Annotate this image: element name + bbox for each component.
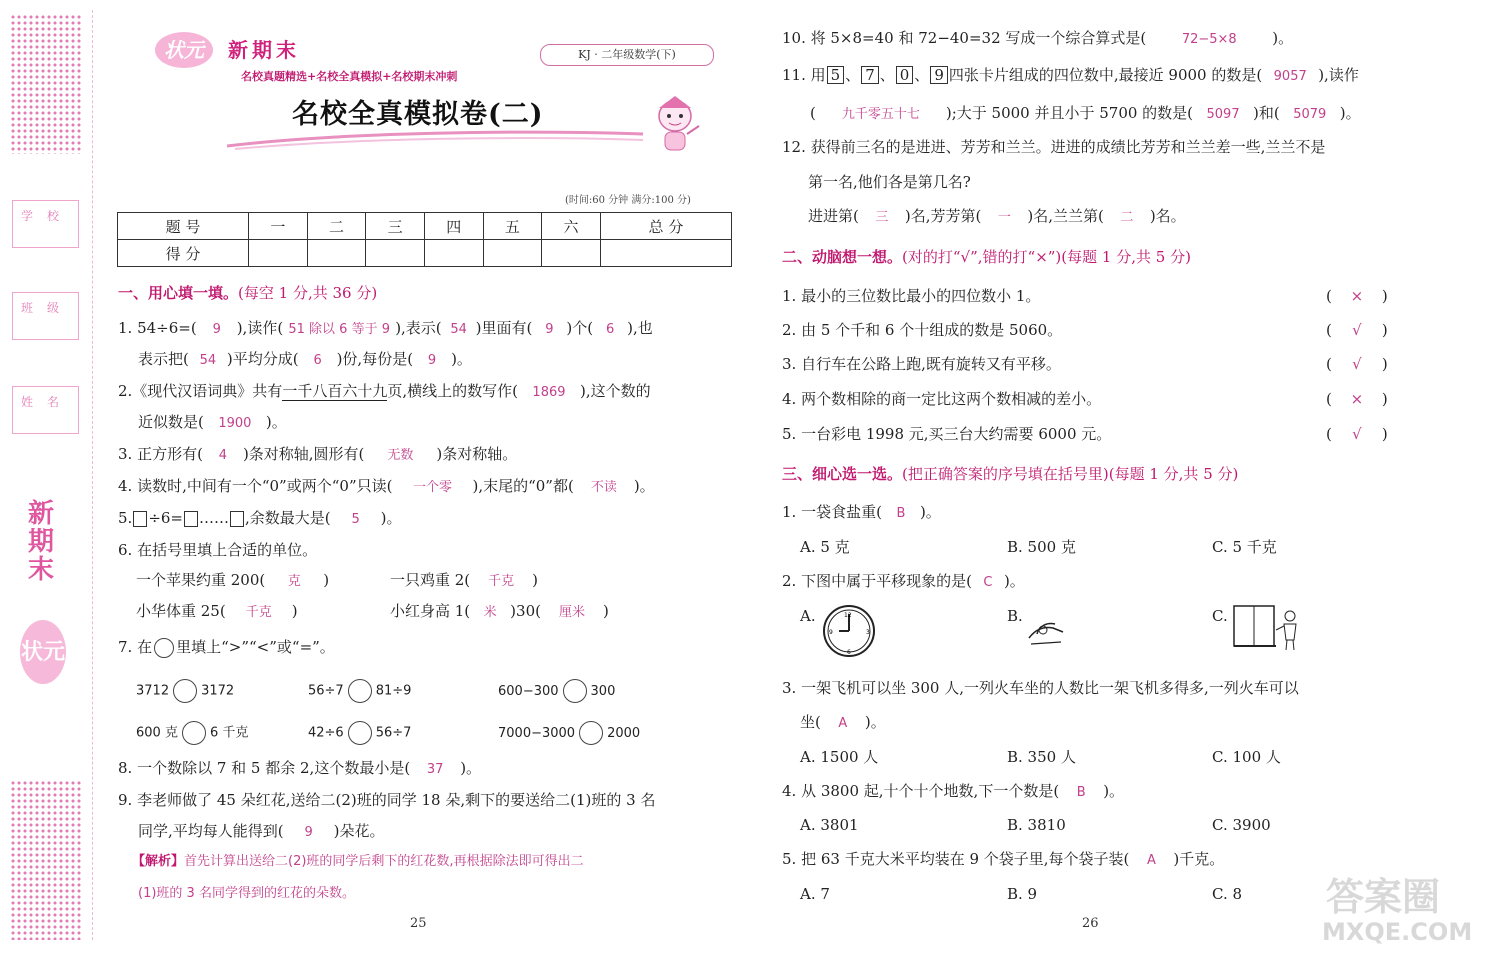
text: 3172 [201, 683, 235, 699]
answer: √ [1352, 425, 1362, 443]
brand-subtitle: 名校真题精选+名校全真模拟+名校期末冲刺 [241, 70, 458, 83]
text: ),表示( [395, 319, 442, 337]
answer: 一 [997, 210, 1011, 225]
text: 5. [118, 509, 133, 527]
section-3-title: 三、细心选一选。 [782, 465, 903, 483]
page-number-right: 26 [1082, 916, 1099, 931]
answer: 厘米 [558, 605, 585, 620]
answer: B [896, 506, 906, 521]
q4-line [118, 476, 655, 498]
q3-line [118, 444, 517, 466]
answer: √ [1352, 355, 1362, 373]
svg-text:3: 3 [866, 629, 870, 636]
window-sliding-icon [1232, 604, 1306, 652]
compare-circle[interactable] [579, 721, 603, 745]
compare-item [136, 679, 308, 703]
text: 里填上“>”“<”或“=”。 [176, 638, 335, 656]
text: 小华体重 25( [136, 602, 226, 620]
text: )名,兰兰第( [1027, 207, 1104, 225]
answer: 54 [199, 353, 217, 368]
text: ) [602, 602, 609, 620]
answer: 37 [426, 762, 444, 777]
text: ),末尾的“0”都( [472, 477, 574, 495]
number-card: 7 [861, 66, 879, 84]
text: )。 [633, 477, 655, 495]
compare-circle[interactable] [173, 679, 197, 703]
choice-option[interactable]: B. 350 人 [1007, 748, 1076, 766]
answer: 51 除以 6 等于 9 [288, 322, 390, 337]
answer: 72−5×8 [1181, 32, 1237, 47]
answer: 9 [304, 825, 313, 840]
compare-circle[interactable] [182, 721, 206, 745]
compare-item [308, 721, 498, 745]
side-logo-text: 状元 [20, 639, 65, 665]
paper-title: 名校全真模拟卷(二) [292, 99, 544, 130]
circle-blank [154, 638, 174, 658]
q2-line-a [118, 381, 651, 403]
text: 4. 从 3800 起,十个十个地数,下一个数是( [782, 782, 1060, 800]
text: 1. 最小的三位数比最小的四位数小 1。 [782, 287, 1041, 305]
answer: 9 [545, 322, 554, 337]
compare-item [136, 721, 308, 745]
choice-3-line-a: 3. 一架飞机可以坐 300 人,一列火车坐的人数比一架飞机多得多,一列火车可以 [782, 679, 1299, 697]
answer: 三 [875, 210, 889, 225]
answer: 米 [483, 605, 497, 620]
text: 2. 下图中属于平移现象的是( [782, 572, 972, 590]
q2-line-b [138, 412, 287, 434]
text: ) [532, 571, 539, 589]
answer: 不读 [590, 480, 617, 495]
score-cell[interactable] [542, 240, 601, 267]
table-cell: 得 分 [118, 240, 249, 267]
text: ),这个数的 [579, 382, 651, 400]
text: 81÷9 [375, 683, 412, 699]
answer: 5079 [1293, 107, 1327, 122]
choice-option[interactable]: C. 100 人 [1212, 748, 1281, 766]
q9-line-b [138, 821, 384, 843]
choice-3-line-b [800, 712, 886, 734]
text: 10. 将 5×8=40 和 72−40=32 写成一个综合算式是( [782, 29, 1147, 47]
text: 4. 读数时,中间有一个“0”或两个“0”只读( [118, 477, 393, 495]
text: )。 [1272, 29, 1294, 47]
text: )份,每份是( [336, 350, 414, 368]
answer: 千克 [488, 574, 515, 589]
text: 表示把( [138, 350, 189, 368]
text: 一只鸡重 2( [390, 571, 471, 589]
choice-option[interactable]: A. 1500 人 [800, 748, 879, 766]
choice-option[interactable]: A. [800, 607, 816, 625]
tf-item [782, 354, 1061, 374]
text: )。 [460, 759, 482, 777]
text: ) [291, 602, 298, 620]
compare-item [308, 679, 498, 703]
answer: 5 [351, 512, 360, 527]
svg-text:6: 6 [847, 649, 851, 656]
blank-box [133, 511, 147, 527]
section-1-note: (每空 1 分,共 36 分) [238, 284, 378, 302]
class-label: 班级 [21, 301, 74, 315]
text: 小红身高 1( [390, 602, 471, 620]
text: 3. 自行车在公路上跑,既有旋转又有平移。 [782, 355, 1061, 373]
margin-dots-top [10, 14, 82, 154]
answer: √ [1352, 321, 1362, 339]
choice-option[interactable]: C. 3900 [1212, 816, 1271, 834]
tf-answer[interactable]: ( √ ) [1326, 355, 1388, 373]
school-label: 学校 [21, 209, 74, 223]
mascot-icon [645, 94, 705, 156]
analysis-tag: 【解析】 [132, 854, 185, 869]
text: 2000 [607, 725, 641, 741]
answer: 9 [427, 353, 437, 368]
q5-line [118, 508, 401, 530]
q9-line-a: 9. 李老师做了 45 朵红花,送给二(2)班的同学 18 朵,剩下的要送给二(1)班的 3 名 [118, 791, 656, 809]
text: 一个苹果约重 200( [136, 571, 266, 589]
choice-option[interactable]: A. 3801 [800, 816, 859, 834]
text: )。 [1103, 782, 1125, 800]
text: ),读作( [236, 319, 284, 337]
school-field[interactable] [12, 200, 79, 248]
text: ) [323, 571, 330, 589]
underlined-text: 一千八百六十九 [282, 382, 388, 400]
brand-title: 新期末 [228, 38, 300, 62]
answer: A [838, 716, 848, 731]
answer: × [1350, 390, 1364, 408]
text: 56÷7 [308, 683, 344, 699]
text: )。 [451, 350, 472, 368]
q1-line-b [138, 349, 472, 371]
compare-circle[interactable] [563, 679, 587, 703]
score-cell[interactable] [249, 240, 308, 267]
text: ÷6= [148, 509, 183, 527]
text: )个( [566, 319, 594, 337]
text: 近似数是( [138, 413, 204, 431]
text: );大于 5000 并且小于 5700 的数是( [945, 104, 1194, 122]
answer: × [1350, 287, 1364, 305]
table-cell: 五 [483, 213, 542, 240]
tf-item [782, 320, 1062, 340]
table-cell: 三 [366, 213, 425, 240]
svg-text:12: 12 [844, 612, 852, 619]
q7-row-1 [136, 679, 615, 703]
answer: A [1146, 853, 1156, 868]
text: 7000−3000 [498, 725, 576, 741]
table-cell: 四 [424, 213, 483, 240]
text: 1. 54÷6=( [118, 319, 197, 337]
text: )千克。 [1173, 850, 1225, 868]
tf-answer[interactable]: ( × ) [1326, 287, 1388, 305]
text: 3712 [136, 683, 170, 699]
text: )。 [1003, 572, 1025, 590]
tf-answer[interactable]: ( √ ) [1326, 321, 1388, 339]
text: 42÷6 [308, 725, 344, 741]
text: )。 [265, 413, 287, 431]
choice-option[interactable]: B. 3810 [1007, 816, 1066, 834]
text: ),也 [627, 319, 653, 337]
answer: 4 [218, 448, 228, 463]
analysis-text: 首先计算出送给二(2)班的同学后剩下的红花数,再根据除法即可得出二 [184, 854, 584, 869]
text: )名。 [1149, 207, 1186, 225]
q12-line-c [808, 206, 1186, 228]
class-field[interactable] [12, 292, 79, 340]
compare-item [498, 726, 640, 741]
clock-icon [822, 604, 876, 658]
choice-2 [782, 571, 1025, 593]
choice-option[interactable]: C. [1212, 607, 1228, 625]
text: 4. 两个数相除的商一定比这两个数相减的差小。 [782, 390, 1102, 408]
score-table [117, 212, 732, 267]
q6-line-b1 [136, 601, 298, 623]
hand-turning-icon [1025, 612, 1067, 648]
score-cell[interactable] [600, 240, 731, 267]
text: …… [199, 509, 229, 527]
analysis-line-b: (1)班的 3 名同学得到的红花的朵数。 [138, 886, 355, 901]
answer: 二 [1120, 210, 1134, 225]
answer: B [1076, 785, 1086, 800]
text: )。 [864, 713, 886, 731]
blank-box [184, 511, 198, 527]
number-card: 0 [896, 66, 914, 84]
choice-option[interactable]: C. 5 千克 [1212, 538, 1277, 556]
text: 5. 一台彩电 1998 元,买三台大约需要 6000 元。 [782, 425, 1112, 443]
text: ,余数最大是( [245, 509, 331, 527]
tf-answer[interactable]: ( √ ) [1326, 425, 1388, 443]
text: 页,横线上的数写作( [387, 382, 518, 400]
time-info: (时间:60 分钟 满分:100 分) [565, 195, 691, 206]
text: )条对称轴,圆形有( [242, 445, 365, 463]
q12-line-b: 第一名,他们各是第几名? [808, 173, 971, 191]
section-2-title: 二、动脑想一想。 [782, 248, 903, 266]
answer: 9 [212, 322, 221, 337]
text: 600−300 [498, 683, 559, 699]
text: 7. 在 [118, 638, 153, 656]
text: 6 千克 [209, 725, 249, 741]
q8-line [118, 758, 481, 780]
answer: 九千零五十七 [841, 107, 920, 122]
table-cell: 总 分 [600, 213, 731, 240]
text: )里面有( [475, 319, 533, 337]
choice-option[interactable]: B. 9 [1007, 885, 1038, 903]
choice-option[interactable]: B. [1007, 607, 1023, 625]
grade-badge: KJ · 二年级数学(下) [540, 44, 714, 66]
q11-line-b [810, 103, 1361, 125]
compare-circle[interactable] [348, 721, 372, 745]
name-field[interactable] [12, 386, 79, 434]
answer: 5097 [1206, 107, 1240, 122]
choice-option[interactable]: C. 8 [1212, 885, 1243, 903]
answer: C [983, 575, 993, 590]
section-1-title: 一、用心填一填。 [118, 284, 239, 302]
q12-line-a: 12. 获得前三名的是进进、芳芳和兰兰。进进的成绩比芳芳和兰兰差一些,兰兰不是 [782, 138, 1326, 156]
choice-option[interactable]: A. 5 克 [800, 538, 850, 556]
text: ( [810, 104, 816, 122]
tf-item [782, 286, 1040, 306]
choice-4 [782, 781, 1124, 803]
table-cell: 二 [307, 213, 366, 240]
score-cell[interactable] [483, 240, 542, 267]
text: 3. 正方形有( [118, 445, 203, 463]
analysis-line-a [132, 852, 584, 872]
choice-5 [782, 849, 1224, 871]
number-card: 9 [930, 66, 948, 84]
answer: 6 [313, 353, 322, 368]
text: )。 [1339, 104, 1361, 122]
text: )朵花。 [333, 822, 385, 840]
answer: 1869 [532, 385, 566, 400]
text: )平均分成( [226, 350, 299, 368]
brand-logo: 状元 [155, 32, 213, 68]
compare-circle[interactable] [348, 679, 372, 703]
choice-1 [782, 502, 941, 524]
text: 5. 把 63 千克大米平均装在 9 个袋子里,每个袋子装( [782, 850, 1130, 868]
watermark-logo: 答案圈 [1326, 875, 1441, 919]
text: 坐( [800, 713, 821, 731]
section-2-heading [782, 246, 1191, 267]
table-row [118, 240, 732, 267]
blank-box [230, 511, 244, 527]
name-label: 姓名 [21, 395, 74, 409]
section-1-heading [118, 282, 377, 303]
section-3-heading [782, 463, 1238, 484]
answer: 1900 [218, 416, 252, 431]
binding-line [92, 10, 94, 940]
answer: 一个零 [412, 480, 452, 495]
answer: 9057 [1273, 69, 1307, 84]
tf-item [782, 424, 1111, 444]
text: 56÷7 [375, 725, 412, 741]
text: )条对称轴。 [436, 445, 518, 463]
text: 8. 一个数除以 7 和 5 都余 2,这个数最小是( [118, 759, 411, 777]
section-3-note: (把正确答案的序号填在括号里)(每题 1 分,共 5 分) [902, 465, 1239, 483]
q6-line-b2 [390, 601, 609, 623]
side-logo [20, 620, 66, 684]
table-row [118, 213, 732, 240]
text: 600 克 [136, 725, 178, 741]
text: 进进第( [808, 207, 859, 225]
text: 300 [590, 683, 616, 699]
q6-line-a2 [390, 570, 538, 592]
page-number-left: 25 [410, 916, 427, 931]
choice-option[interactable]: B. 500 克 [1007, 538, 1076, 556]
score-cell[interactable] [307, 240, 366, 267]
text: )名,芳芳第( [904, 207, 982, 225]
answer: 克 [287, 574, 301, 589]
q6-title: 6. 在括号里填上合适的单位。 [118, 541, 318, 559]
text: 1. 一袋食盐重( [782, 503, 882, 521]
text: ),读作 [1318, 66, 1359, 84]
svg-text:9: 9 [829, 629, 833, 636]
text: 同学,平均每人能得到( [138, 822, 284, 840]
q10-line [782, 28, 1293, 50]
margin-dots-bottom [10, 780, 82, 940]
table-cell: 一 [249, 213, 308, 240]
table-cell: 题 号 [118, 213, 249, 240]
compare-item [498, 684, 615, 699]
table-cell: 六 [542, 213, 601, 240]
text: )和( [1253, 104, 1280, 122]
section-2-note: (对的打“√”,错的打“×”)(每题 1 分,共 5 分) [902, 248, 1191, 266]
tf-item [782, 389, 1101, 409]
text: 四张卡片组成的四位数中,最接近 9000 的数是( [948, 66, 1263, 84]
answer: 无数 [387, 448, 414, 463]
answer: 6 [605, 322, 615, 337]
q1-line-a [118, 318, 653, 340]
text: )。 [919, 503, 941, 521]
answer: 54 [450, 322, 467, 337]
answer: 千克 [245, 605, 272, 620]
q7-row-2 [136, 721, 640, 745]
q6-line-a1 [136, 570, 329, 592]
decor-dots [330, 150, 650, 154]
score-cell[interactable] [366, 240, 425, 267]
number-card: 5 [827, 66, 845, 84]
text: 11. 用 [782, 66, 826, 84]
q7-title [118, 637, 335, 658]
q11-line-a: 11. 用 5 、 7 、 0 、 9 四张卡片组成的四位数中,最接近 9000 的数是( 9057 ),读作 [782, 65, 1359, 87]
tf-answer[interactable]: ( × ) [1326, 390, 1388, 408]
title-swoosh [225, 128, 645, 150]
choice-option[interactable]: A. 7 [800, 885, 830, 903]
text: 2.《现代汉语词典》共有 [118, 382, 283, 400]
score-cell[interactable] [424, 240, 483, 267]
text: 2. 由 5 个千和 6 个十组成的数是 5060。 [782, 321, 1063, 339]
text: )。 [380, 509, 402, 527]
side-brand: 新期末 [28, 499, 55, 585]
watermark-url: MXQE.COM [1322, 918, 1473, 946]
text: )30( [510, 602, 541, 620]
